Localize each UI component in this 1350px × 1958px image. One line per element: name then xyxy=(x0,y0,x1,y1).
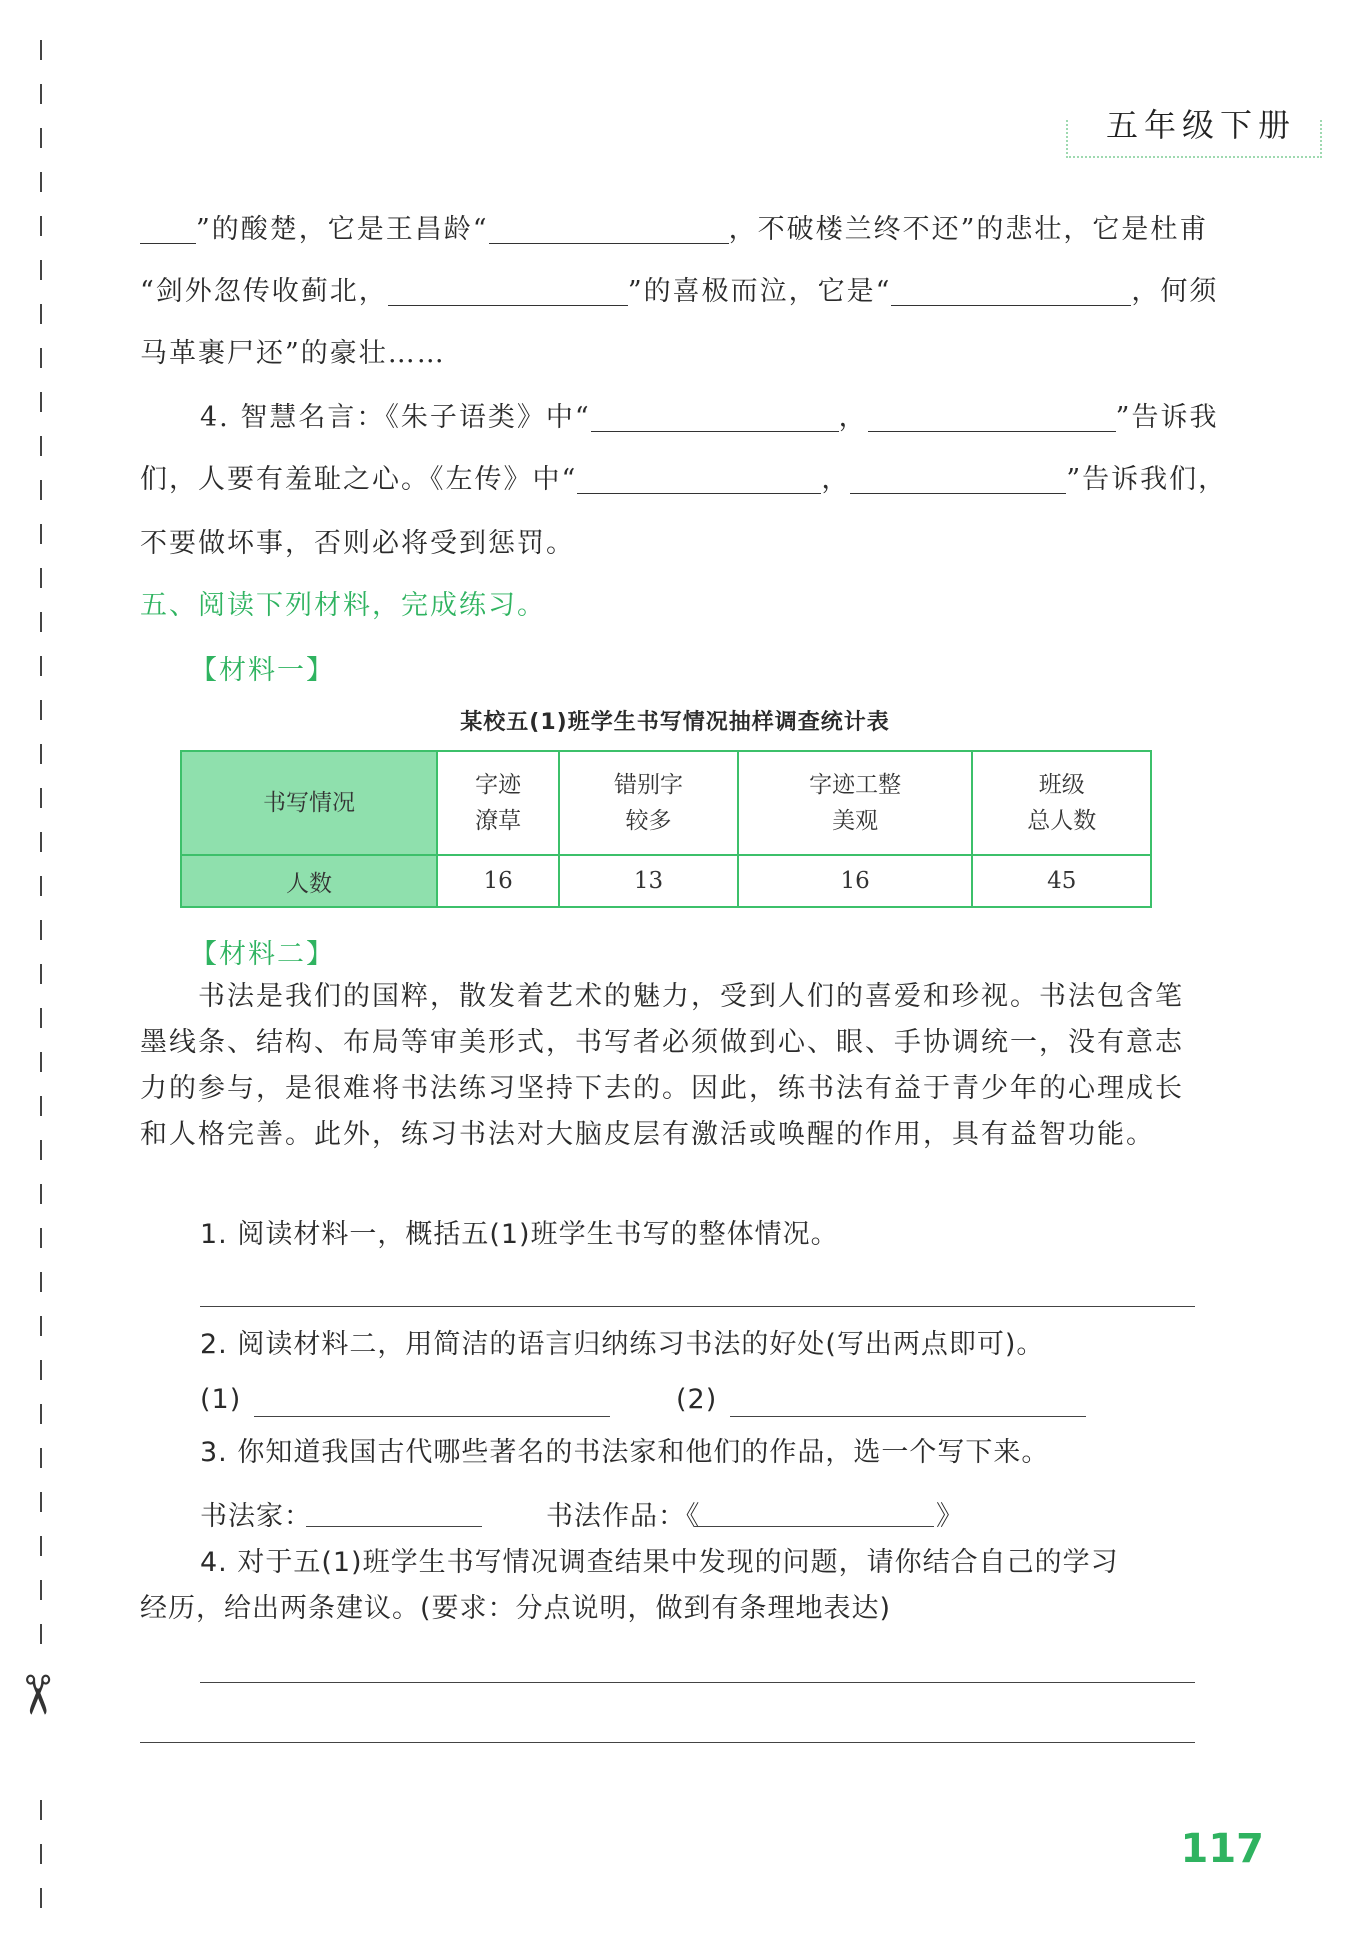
cut-line-dash xyxy=(40,1316,42,1336)
cut-line-dash xyxy=(40,1580,42,1600)
cut-line-dash xyxy=(40,656,42,676)
cut-line-dash xyxy=(40,788,42,808)
calligrapher-answer-line[interactable] xyxy=(306,1526,482,1527)
poem-line-1: ”的酸楚，它是王昌龄“ ，不破楼兰终不还”的悲壮，它是杜甫 xyxy=(140,212,1195,248)
cut-line-dash xyxy=(40,1096,42,1116)
cut-line-dash xyxy=(40,920,42,940)
cut-line-dash xyxy=(40,744,42,764)
question-4-line-2: 们，人要有羞耻之心。《左传》中“ ， ”告诉我们， xyxy=(140,464,1228,495)
grade-label: 五年级下册 xyxy=(1105,106,1296,144)
table-row xyxy=(181,855,1151,907)
answer-blank[interactable] xyxy=(577,465,821,494)
cut-line-dash xyxy=(40,1008,42,1028)
row-header-count: 人数 xyxy=(181,855,437,907)
answer-blank[interactable] xyxy=(891,277,1131,306)
question-4-line-2b: 经历，给出两条建议。(要求：分点说明，做到有条理地表达) xyxy=(140,1593,892,1624)
table-cell: 16 xyxy=(437,855,559,907)
survey-table xyxy=(180,750,1152,908)
cut-line-dash xyxy=(40,524,42,544)
answer-blank[interactable] xyxy=(868,403,1116,432)
cut-line-dash xyxy=(40,1448,42,1468)
calligraphy-work-answer-line[interactable] xyxy=(694,1526,934,1527)
calligrapher-label: 书法家： xyxy=(200,1501,312,1532)
cut-line-dash xyxy=(40,1052,42,1072)
cut-line-dash xyxy=(40,348,42,368)
cut-line-dash xyxy=(40,1404,42,1424)
answer-line[interactable] xyxy=(140,1742,1195,1743)
cut-line xyxy=(40,40,44,1920)
column-header: 字迹工整 美观 xyxy=(738,751,973,855)
column-header: 字迹 潦草 xyxy=(437,751,559,855)
question-2-answer-1-label: (1) xyxy=(200,1384,242,1415)
cut-line-dash xyxy=(40,436,42,456)
question-3: 3. 你知道我国古代哪些著名的书法家和他们的作品，选一个写下来。 xyxy=(200,1437,1050,1468)
cut-line-dash xyxy=(40,1184,42,1204)
question-4-line-3: 不要做坏事，否则必将受到惩罚。 xyxy=(140,528,575,559)
calligraphy-work-label: 书法作品：《 xyxy=(546,1501,701,1532)
cut-line-dash xyxy=(40,1536,42,1556)
answer-line[interactable] xyxy=(254,1416,610,1417)
cut-line-dash xyxy=(40,964,42,984)
poem-line-3: 马革裹尸还”的豪壮…… xyxy=(140,338,446,369)
cut-line-dash xyxy=(40,1360,42,1380)
cut-line-dash xyxy=(40,260,42,280)
cut-line-dash xyxy=(40,172,42,192)
cut-line-dash xyxy=(40,1800,42,1820)
calligraphy-work-close: 》 xyxy=(936,1501,964,1532)
cut-line-dash xyxy=(40,1624,42,1644)
question-4-line-1b: 4. 对于五(1)班学生书写情况调查结果中发现的问题，请你结合自己的学习 xyxy=(200,1547,1119,1578)
cut-line-dash xyxy=(40,128,42,148)
scissors-icon: ✂ xyxy=(5,1672,69,1718)
answer-blank[interactable] xyxy=(140,215,196,244)
cut-line-dash xyxy=(40,832,42,852)
answer-line[interactable] xyxy=(200,1306,1195,1307)
answer-blank[interactable] xyxy=(489,215,729,244)
table-cell: 16 xyxy=(738,855,973,907)
cut-line-dash xyxy=(40,84,42,104)
question-4-line-1: 4. 智慧名言：《朱子语类》中“ ， ”告诉我 xyxy=(200,402,1219,433)
cut-line-dash xyxy=(40,40,42,60)
table-cell: 13 xyxy=(559,855,738,907)
row-header-writing: 书写情况 xyxy=(181,751,437,855)
answer-line[interactable] xyxy=(730,1416,1086,1417)
cut-line-dash xyxy=(40,568,42,588)
table-cell: 45 xyxy=(972,855,1151,907)
material-2-label: 【材料二】 xyxy=(190,939,335,970)
cut-line-dash xyxy=(40,1492,42,1512)
cut-line-dash xyxy=(40,216,42,236)
cut-line-dash xyxy=(40,1888,42,1908)
material-2-text: 书法是我们的国粹，散发着艺术的魅力，受到人们的喜爱和珍视。书法包含笔墨线条、结构、布局等审美形式，书写者必须做到心、眼、手协调统一，没有意志力的参与，是很难将书法练习坚持下去的。因此，练书法有益于青少年的心理成长和人格完善。此外，练习书法对大脑皮层有激活或唤醒的作用，具有益智功能。 xyxy=(140,981,1184,1150)
cut-line-dash xyxy=(40,612,42,632)
cut-line-dash xyxy=(40,392,42,412)
cut-line-dash xyxy=(40,1228,42,1248)
cut-line-dash xyxy=(40,1140,42,1160)
answer-blank[interactable] xyxy=(388,277,628,306)
cut-line-dash xyxy=(40,1844,42,1864)
question-2-answer-2-label: (2) xyxy=(676,1384,718,1415)
answer-blank[interactable] xyxy=(850,465,1066,494)
poem-line-2: “剑外忽传收蓟北， ”的喜极而泣，它是“ ，何须 xyxy=(140,276,1219,307)
page-number: 117 xyxy=(1180,1826,1264,1872)
table-title: 某校五(1)班学生书写情况抽样调查统计表 xyxy=(460,710,890,735)
table-header-row xyxy=(181,751,1151,855)
column-header: 班级 总人数 xyxy=(972,751,1151,855)
cut-line-dash xyxy=(40,876,42,896)
question-1: 1. 阅读材料一，概括五(1)班学生书写的整体情况。 xyxy=(200,1219,839,1250)
answer-blank[interactable] xyxy=(591,403,839,432)
cut-line-dash xyxy=(40,304,42,324)
column-header: 错别字 较多 xyxy=(559,751,738,855)
cut-line-dash xyxy=(40,480,42,500)
section-5-title: 五、阅读下列材料，完成练习。 xyxy=(140,590,546,621)
answer-line[interactable] xyxy=(200,1682,1195,1683)
material-1-label: 【材料一】 xyxy=(190,655,335,686)
cut-line-dash xyxy=(40,1272,42,1292)
question-2: 2. 阅读材料二，用简洁的语言归纳练习书法的好处(写出两点即可)。 xyxy=(200,1329,1045,1360)
